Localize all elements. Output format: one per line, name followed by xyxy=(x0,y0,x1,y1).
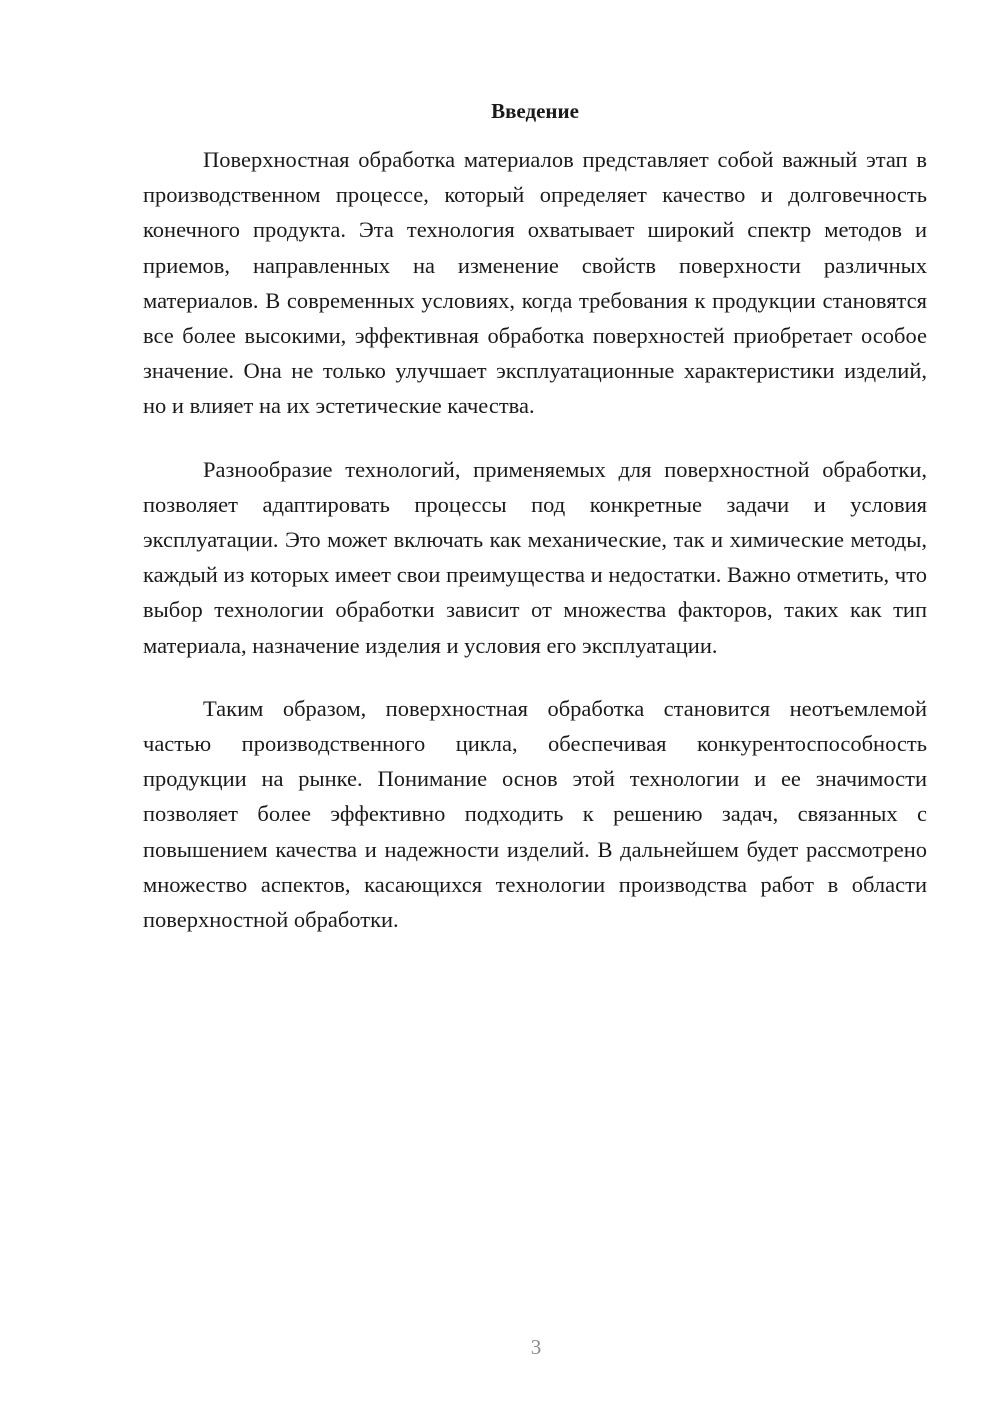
section-body xyxy=(143,142,927,965)
paragraph-2: Разнообразие технологий, применяемых для поверхностной обработки, позволяет адаптировать процессы под конкретные задачи и условия эксплуатации. Это может включать как механические, так и химические методы, каждый из которых имеет свои преимущества и недостатки. Важно отметить, что выбор технологии обработки зависит от множества факторов, таких как тип материала, назначение изделия и условия его эксплуатации. xyxy=(143,456,927,658)
page-number: 3 xyxy=(530,1335,542,1359)
paragraph-1: Поверхностная обработка материалов представляет собой важный этап в производственном процессе, который определяет качество и долговечность конечного продукта. Эта технология охватывает широкий спектр методов и приемов, направленных на изменение свойств поверхности различных материалов. В современных условиях, когда требования к продукции становятся все более высокими, эффективная обработка поверхностей приобретает особое значение. Она не только улучшает эксплуатационные характеристики изделий, но и влияет на их эстетические качества. xyxy=(143,147,927,419)
section-heading: Введение xyxy=(491,99,579,123)
paragraph-3: Таким образом, поверхностная обработка становится неотъемлемой частью производственного цикла, обеспечивая конкурентоспособность продукции на рынке. Понимание основ этой технологии и ее значимости позволяет более эффективно подходить к решению задач, связанных с повышением качества и надежности изделий. В дальнейшем будет рассмотрено множество аспектов, касающихся технологии производства работ в области поверхностной обработки. xyxy=(143,695,927,933)
